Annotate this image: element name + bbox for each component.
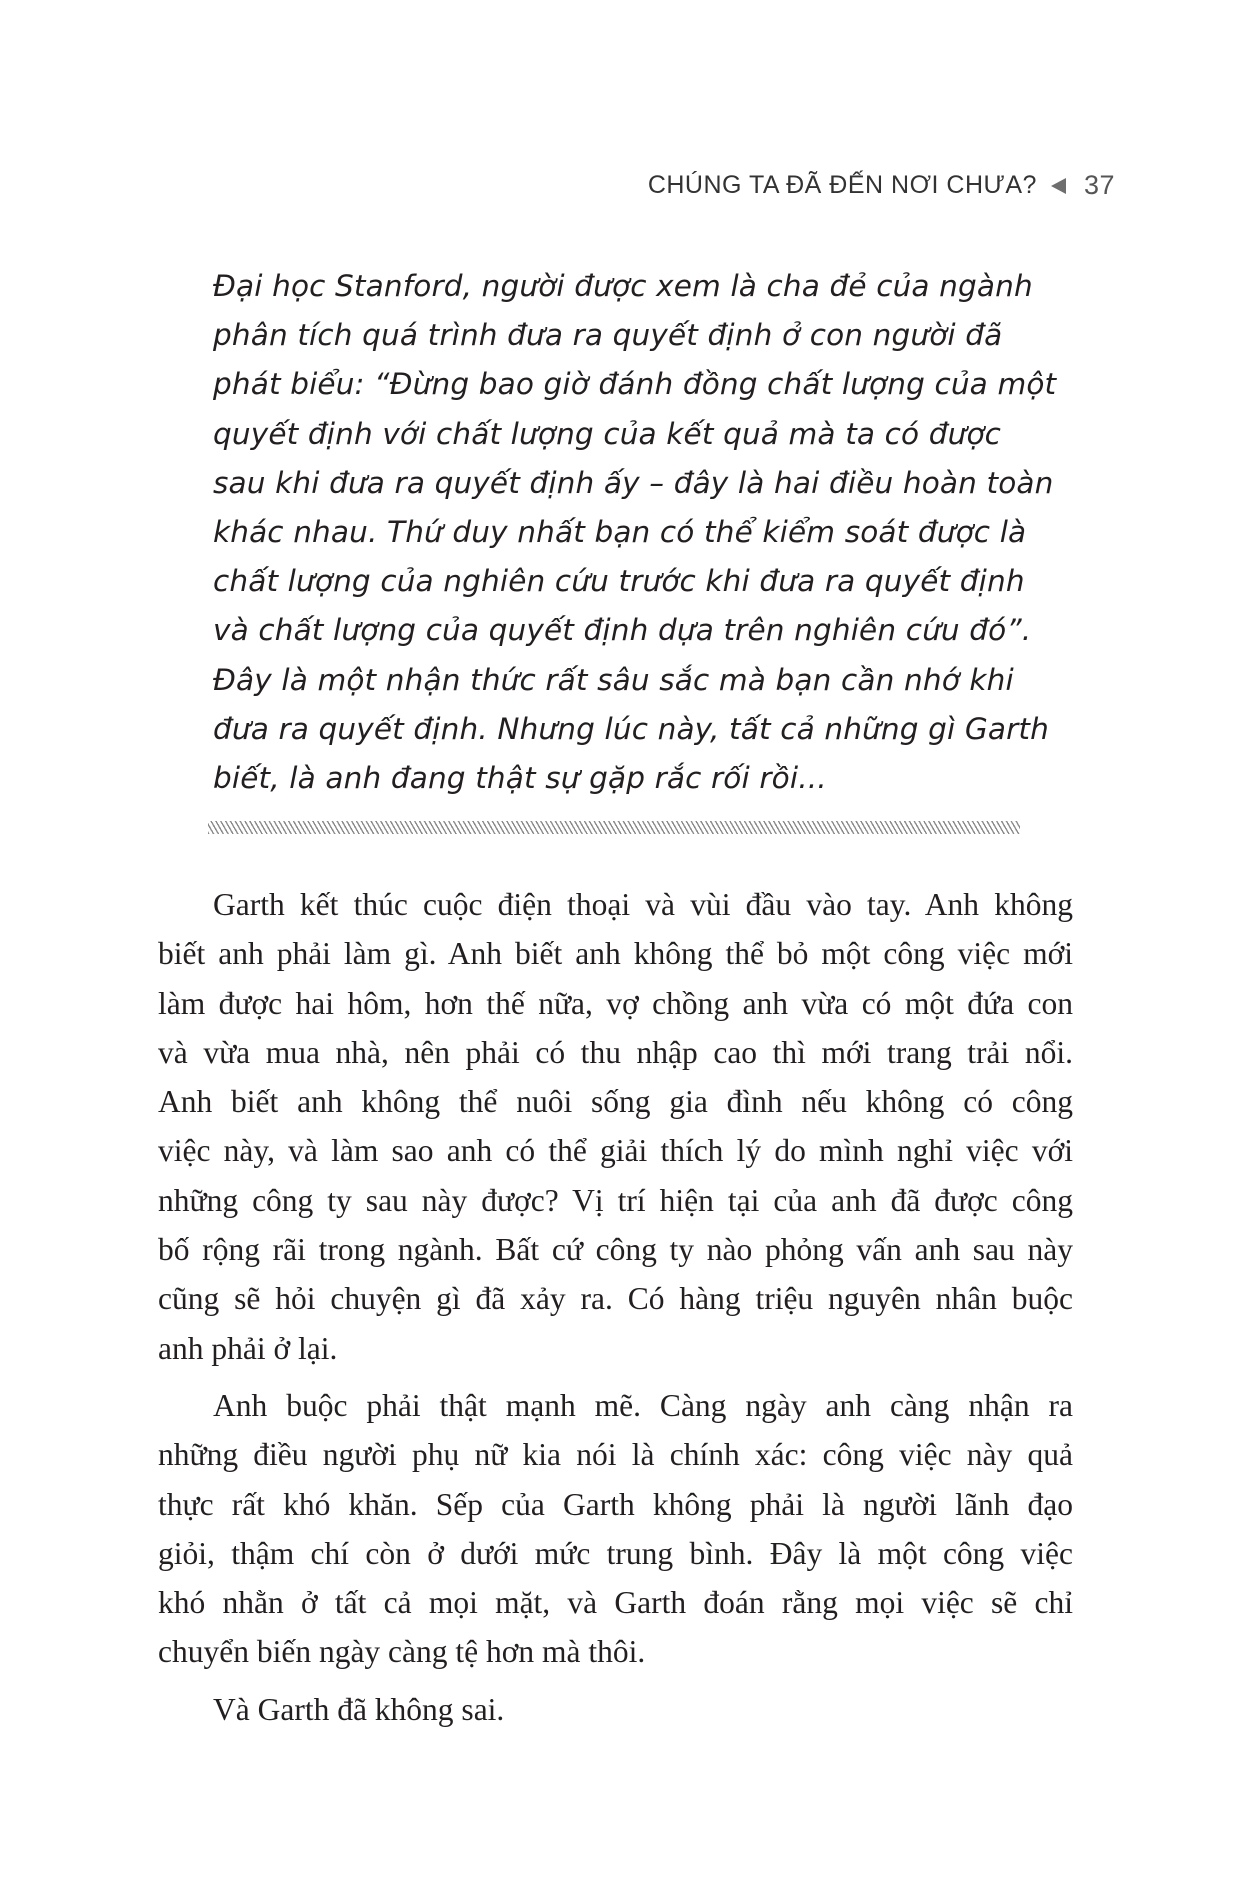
sidebar-line: và chất lượng của quyết định dựa trên nghiên cứu đó”. bbox=[213, 613, 1032, 648]
body-line: anh phải ở lại. bbox=[158, 1330, 338, 1366]
body-line: biết anh phải làm gì. Anh biết anh không thể bỏ một công việc mới bbox=[158, 936, 1073, 972]
body-line: chuyển biến ngày càng tệ hơn mà thôi. bbox=[158, 1634, 646, 1670]
left-triangle-icon bbox=[1051, 178, 1066, 194]
body-line: bố rộng rãi trong ngành. Bất cứ công ty nào phỏng vấn anh sau này bbox=[158, 1232, 1073, 1268]
sidebar-line: Đây là một nhận thức rất sâu sắc mà bạn cần nhớ khi bbox=[213, 662, 1014, 697]
sidebar-line: chất lượng của nghiên cứu trước khi đưa ra quyết định bbox=[213, 564, 1025, 599]
body-line: Garth kết thúc cuộc điện thoại và vùi đầu vào tay. Anh không bbox=[213, 887, 1073, 922]
sidebar-line: đưa ra quyết định. Nhưng lúc này, tất cả những gì Garth bbox=[213, 711, 1049, 746]
paragraph-2 bbox=[158, 1381, 1073, 1677]
paragraph-gap bbox=[158, 1677, 1073, 1685]
sidebar-line: sau khi đưa ra quyết định ấy – đây là hai điều hoàn toàn bbox=[213, 465, 1054, 500]
hatched-divider bbox=[208, 821, 1020, 834]
sidebar-line: quyết định với chất lượng của kết quả mà ta có được bbox=[213, 416, 1002, 451]
body-line: những điều người phụ nữ kia nói là chính xác: công việc này quả bbox=[158, 1437, 1073, 1473]
body-text bbox=[158, 880, 1073, 1734]
body-line: Anh buộc phải thật mạnh mẽ. Càng ngày anh càng nhận ra bbox=[213, 1387, 1073, 1423]
sidebar-line: khác nhau. Thứ duy nhất bạn có thể kiểm soát được là bbox=[213, 515, 1027, 550]
page-number: 37 bbox=[1083, 170, 1115, 200]
body-line: và vừa mua nhà, nên phải có thu nhập cao thì mới trang trải nổi. bbox=[158, 1034, 1073, 1070]
body-line: những công ty sau này được? Vị trí hiện tại của anh đã được công bbox=[158, 1182, 1073, 1218]
body-line: Anh biết anh không thể nuôi sống gia đình nếu không có công bbox=[158, 1084, 1073, 1120]
paragraph-1 bbox=[158, 880, 1073, 1373]
sidebar-line: phát biểu: “Đừng bao giờ đánh đồng chất lượng của một bbox=[213, 367, 1057, 402]
body-line: khó nhằn ở tất cả mọi mặt, và Garth đoán rằng mọi việc sẽ chỉ bbox=[158, 1585, 1073, 1621]
sidebar-quote-box bbox=[213, 262, 1057, 803]
body-line: thực rất khó khăn. Sếp của Garth không phải là người lãnh đạo bbox=[158, 1486, 1073, 1522]
body-line: làm được hai hôm, hơn thế nữa, vợ chồng anh vừa có một đứa con bbox=[158, 985, 1073, 1021]
sidebar-line: biết, là anh đang thật sự gặp rắc rối rồi... bbox=[213, 761, 827, 796]
body-line: giỏi, thậm chí còn ở dưới mức trung bình. Đây là một công việc bbox=[158, 1535, 1073, 1571]
body-line: việc này, và làm sao anh có thể giải thích lý do mình nghỉ việc với bbox=[158, 1133, 1073, 1169]
paragraph-3 bbox=[158, 1685, 1073, 1734]
body-line: cũng sẽ hỏi chuyện gì đã xảy ra. Có hàng triệu nguyên nhân buộc bbox=[158, 1281, 1073, 1317]
chapter-title: CHÚNG TA ĐÃ ĐẾN NƠI CHƯA? bbox=[647, 171, 1037, 199]
running-head bbox=[648, 170, 1115, 201]
sidebar-line: Đại học Stanford, người được xem là cha đẻ của ngành bbox=[213, 269, 1033, 303]
paragraph-gap bbox=[158, 1373, 1073, 1381]
sidebar-line: phân tích quá trình đưa ra quyết định ở con người đã bbox=[213, 318, 1003, 353]
body-line: Và Garth đã không sai. bbox=[213, 1691, 505, 1727]
